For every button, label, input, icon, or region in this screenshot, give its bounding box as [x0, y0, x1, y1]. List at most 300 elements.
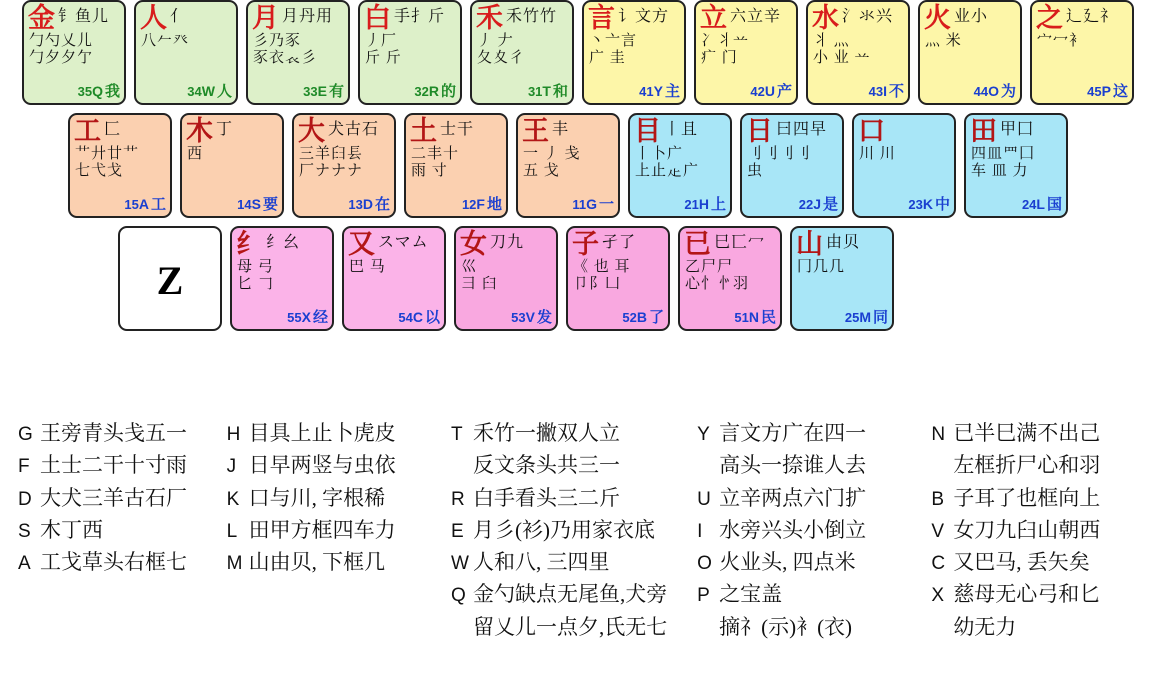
mnemonic-key-letter: K	[226, 488, 240, 510]
mnemonic-key-letter: P	[697, 585, 710, 607]
mnemonic-line	[18, 452, 227, 478]
key-footer	[750, 80, 792, 101]
key-primary-radical: 山	[796, 229, 823, 259]
key-top-row	[140, 5, 232, 32]
key-top-row	[460, 231, 552, 258]
key-primary-radical: 木	[186, 116, 213, 146]
mnemonic-text: 摘礻(示)衤(衣)	[719, 614, 853, 639]
key-row-2	[0, 113, 1156, 218]
mnemonic-text: 立辛两点六门扩	[719, 485, 867, 510]
key-l[interactable]	[964, 113, 1068, 218]
mnemonic-key-letter: T	[451, 424, 463, 445]
key-letter: L	[1036, 196, 1045, 212]
key-zone-number: 23	[908, 197, 923, 212]
key-footer	[1087, 80, 1128, 101]
key-top-radicals: 甲囗	[1000, 121, 1035, 138]
key-zone-number: 25	[844, 310, 860, 325]
key-zone-number: 43	[868, 84, 884, 99]
key-footer	[734, 306, 776, 327]
key-top-radicals: 刀九	[490, 234, 525, 251]
mnemonic-line	[227, 517, 451, 543]
mnemonic-text: 禾竹一撇双人立	[473, 421, 621, 445]
mnemonic-text: 子耳了也框向上	[953, 485, 1101, 510]
key-primary-radical: 火	[924, 3, 951, 33]
mnemonic-text: 之宝盖	[719, 582, 783, 607]
key-radical-line: 小 业 䒑	[813, 49, 871, 66]
key-sample-character: 不	[888, 84, 904, 100]
key-top-radicals: 六立辛	[730, 8, 782, 25]
mnemonic-key-letter: V	[931, 520, 944, 542]
mnemonic-text: 山由贝, 下框几	[248, 550, 386, 574]
key-top-row	[572, 231, 664, 258]
key-d[interactable]	[292, 113, 396, 218]
mnemonic-text: 言文方广在四一	[719, 421, 867, 445]
key-footer	[528, 80, 568, 101]
mnemonic-text: 女刀九臼山朝西	[953, 517, 1101, 542]
key-zone-number: 35	[77, 84, 93, 99]
key-primary-radical: 之	[1036, 3, 1063, 33]
mnemonic-text: 幼无力	[953, 614, 1017, 639]
key-footer	[572, 193, 614, 214]
key-top-radicals: 丰	[552, 121, 570, 138]
mnemonic-line	[931, 517, 1138, 543]
key-sample-character: 同	[872, 310, 888, 326]
key-q[interactable]	[22, 0, 126, 105]
mnemonic-text: 大犬三羊古石厂	[40, 485, 187, 510]
mnemonic-line	[697, 517, 931, 543]
mnemonic-key-letter: G	[18, 424, 33, 445]
key-top-row	[796, 231, 888, 258]
mnemonic-text: 又巴马, 丢矢矣	[953, 550, 1090, 574]
key-b[interactable]	[566, 226, 670, 331]
key-primary-radical: 纟	[236, 229, 263, 259]
mnemonic-text: 口与川, 字根稀	[248, 485, 386, 510]
mnemonic-text: 左框折尸心和羽	[953, 453, 1101, 478]
key-top-row	[186, 118, 278, 145]
mnemonic-line	[697, 485, 931, 511]
key-primary-radical: 立	[700, 3, 727, 33]
mnemonic-key-letter: U	[697, 488, 711, 510]
key-radical-line: 刂刂刂刂	[747, 146, 812, 162]
key-radical-line: 丶亠言	[589, 33, 638, 49]
key-z-label: Z	[156, 257, 184, 303]
key-top-radicals: 月丹用	[282, 8, 334, 25]
mnemonic-text: 土士二干十寸雨	[40, 453, 187, 478]
mnemonic-text: 白手看头三二斤	[473, 485, 621, 510]
key-sample-character: 上	[710, 197, 726, 213]
key-footer	[511, 306, 552, 327]
key-top-radicals: 曰四早	[776, 121, 828, 138]
key-primary-radical: 禾	[476, 3, 503, 33]
key-letter: O	[988, 83, 999, 99]
mnemonic-line	[931, 581, 1138, 607]
key-x[interactable]	[230, 226, 334, 331]
key-w[interactable]	[134, 0, 238, 105]
mnemonic-key-letter: H	[226, 424, 241, 445]
mnemonic-line	[931, 420, 1138, 446]
mnemonic-line	[18, 517, 227, 543]
mnemonic-column-2	[227, 420, 451, 646]
mnemonic-key-letter: Y	[697, 424, 710, 445]
key-primary-radical: 土	[410, 116, 437, 146]
key-h[interactable]	[628, 113, 732, 218]
key-t[interactable]	[470, 0, 574, 105]
mnemonic-line	[227, 420, 451, 446]
key-primary-radical: 日	[746, 116, 773, 146]
key-letter: D	[362, 196, 373, 212]
key-sample-character: 的	[440, 84, 456, 100]
key-row-1	[0, 0, 1156, 105]
key-s[interactable]	[180, 113, 284, 218]
mnemonic-key-letter: I	[697, 520, 703, 542]
key-radical-line: 彡乃豕	[253, 33, 302, 49]
key-primary-radical: 大	[298, 116, 325, 146]
key-letter: J	[813, 196, 821, 212]
key-letter: V	[525, 309, 535, 325]
mnemonic-key-letter: D	[18, 488, 32, 510]
key-f[interactable]	[404, 113, 508, 218]
key-sample-character: 这	[1112, 84, 1128, 100]
key-sample-character: 一	[598, 197, 614, 213]
mnemonic-line	[18, 420, 227, 446]
key-letter: G	[586, 196, 597, 212]
key-footer	[287, 306, 328, 327]
key-radical-line: 广 圭	[589, 49, 626, 66]
key-letter: S	[251, 196, 261, 212]
key-zone-number: 12	[461, 197, 477, 212]
key-j[interactable]	[740, 113, 844, 218]
key-y[interactable]	[582, 0, 686, 105]
key-zone-number: 11	[572, 197, 587, 212]
key-sample-character: 和	[552, 84, 568, 100]
key-zone-number: 32	[414, 84, 429, 99]
mnemonic-line	[451, 549, 697, 575]
key-footer	[398, 306, 440, 327]
key-letter: H	[698, 196, 709, 212]
mnemonic-text: 田甲方框四车力	[248, 517, 396, 542]
key-footer	[799, 193, 838, 214]
key-top-radicals: 丨且	[664, 121, 699, 138]
key-sample-character: 发	[536, 310, 552, 326]
key-radical-line: 二丰十	[411, 146, 460, 162]
key-k[interactable]	[852, 113, 956, 218]
key-zone-number: 54	[398, 310, 413, 325]
mnemonic-text: 日早两竖与虫依	[248, 453, 396, 478]
key-zone-number: 24	[1021, 197, 1037, 212]
mnemonic-line	[227, 549, 451, 575]
key-radical-line: 卩阝凵	[573, 275, 622, 292]
key-footer	[845, 306, 888, 327]
key-footer	[974, 80, 1016, 101]
key-radical-line: 疒 门	[701, 49, 738, 66]
mnemonic-line	[697, 420, 931, 446]
key-primary-radical: 白	[364, 3, 391, 33]
key-top-row	[364, 5, 456, 32]
mnemonic-text: 木丁西	[40, 517, 103, 542]
key-primary-radical: 田	[970, 116, 997, 146]
key-sample-character: 中	[934, 197, 950, 213]
key-radical-line: 心忄㣺羽	[685, 275, 750, 292]
mnemonic-line	[931, 549, 1138, 575]
key-letter: K	[922, 196, 933, 212]
key-letter: X	[301, 309, 311, 325]
key-e[interactable]	[246, 0, 350, 105]
key-top-radicals: 禾竹竹	[506, 8, 558, 25]
mnemonic-line	[451, 581, 697, 607]
key-zone-number: 42	[750, 84, 765, 99]
key-g[interactable]	[516, 113, 620, 218]
key-u[interactable]	[694, 0, 798, 105]
key-zone-number: 31	[527, 84, 543, 99]
mnemonic-key-letter: S	[18, 520, 31, 542]
key-radical-line: 灬 米	[925, 33, 962, 49]
mnemonic-line	[18, 549, 227, 575]
key-m[interactable]	[790, 226, 894, 331]
key-radical-line: 巴 马	[349, 259, 386, 275]
mnemonic-key-letter: E	[451, 520, 464, 542]
mnemonic-key-letter: J	[226, 456, 237, 478]
key-footer	[1022, 193, 1062, 214]
key-footer	[78, 80, 120, 101]
key-top-row	[924, 5, 1016, 32]
key-z[interactable]	[118, 226, 222, 331]
key-radical-line: 丨卜广	[635, 146, 684, 162]
mnemonic-column-1	[18, 420, 227, 646]
key-zone-number: 55	[287, 310, 302, 325]
key-top-row	[252, 5, 344, 32]
key-footer	[869, 80, 904, 101]
key-radical-line: 厂ナナナ	[299, 162, 364, 179]
key-letter: A	[138, 196, 149, 212]
key-letter: R	[428, 83, 439, 99]
key-sample-character: 我	[104, 84, 120, 100]
key-top-row	[74, 118, 166, 145]
key-letter: C	[412, 309, 423, 325]
key-letter: B	[636, 309, 647, 325]
mnemonic-key-letter: L	[226, 520, 238, 542]
key-primary-radical: 王	[522, 116, 549, 146]
key-sample-character: 是	[822, 197, 838, 213]
key-radical-line: 冫丬䒑	[701, 33, 750, 49]
key-letter: I	[883, 83, 887, 99]
mnemonic-key-letter: F	[18, 456, 30, 478]
mnemonic-key-letter: O	[697, 553, 712, 574]
key-top-row	[746, 118, 838, 145]
key-i[interactable]	[806, 0, 910, 105]
key-radical-line: 川 川	[859, 146, 896, 162]
key-footer	[684, 193, 726, 214]
mnemonic-key-letter: A	[18, 553, 31, 574]
key-row-3	[0, 226, 1156, 331]
key-radical-line: 丿厂	[365, 33, 398, 49]
mnemonic-key-letter: N	[931, 424, 946, 445]
key-primary-radical: 目	[634, 116, 661, 146]
mnemonic-line	[227, 452, 451, 478]
key-footer	[348, 193, 390, 214]
mnemonic-line	[451, 517, 697, 543]
mnemonic-line	[697, 581, 931, 607]
key-sample-character: 民	[760, 310, 776, 326]
key-top-radicals: 手扌斤	[394, 8, 446, 25]
key-top-radicals: 士干	[440, 121, 475, 138]
key-letter: Y	[653, 83, 663, 99]
mnemonic-line	[697, 452, 931, 478]
key-primary-radical: 已	[684, 229, 711, 259]
key-radical-line: 冂几几	[797, 259, 846, 275]
key-top-radicals: 纟幺	[266, 234, 301, 251]
key-top-radicals: スマム	[378, 234, 429, 251]
key-primary-radical: 工	[74, 116, 101, 146]
key-sample-character: 为	[1000, 84, 1016, 100]
mnemonic-key-letter: Q	[451, 585, 466, 607]
key-top-row	[236, 231, 328, 258]
key-primary-radical: 又	[348, 229, 375, 259]
key-primary-radical: 人	[140, 3, 167, 33]
key-r[interactable]	[358, 0, 462, 105]
key-top-radicals: 钅鱼儿	[58, 8, 110, 25]
key-radical-line: 勹勺乂儿	[29, 33, 94, 49]
key-zone-number: 53	[511, 310, 526, 325]
mnemonic-key-letter: R	[451, 488, 465, 510]
key-p[interactable]	[1030, 0, 1134, 105]
wubi-mnemonic-table	[0, 420, 1156, 646]
key-top-radicals: 业小	[954, 8, 989, 25]
key-radical-line: 五 戈	[523, 162, 560, 179]
key-top-row	[28, 5, 120, 32]
key-zone-number: 52	[622, 310, 637, 325]
key-radical-line: 匕 𠃌	[237, 275, 274, 292]
key-radical-line: 车 皿 力	[971, 162, 1029, 179]
key-primary-radical: 子	[572, 229, 599, 259]
key-letter: P	[1101, 83, 1111, 99]
key-radical-line: 母 弓	[237, 259, 274, 275]
key-top-row	[684, 231, 776, 258]
mnemonic-text: 留乂儿一点夕,氏无七	[473, 614, 668, 639]
key-top-row	[858, 118, 950, 145]
key-footer	[908, 193, 950, 214]
mnemonic-text: 金勺缺点无尾鱼,犬旁	[473, 582, 668, 607]
key-sample-character: 要	[262, 197, 278, 213]
mnemonic-line	[18, 485, 227, 511]
key-zone-number: 14	[237, 197, 252, 212]
key-top-row	[1036, 5, 1128, 32]
mnemonic-line	[931, 452, 1138, 478]
key-top-row	[970, 118, 1062, 145]
mnemonic-text: 高头一捺谁人去	[719, 453, 867, 478]
key-top-row	[348, 231, 440, 258]
mnemonic-text: 人和八, 三四里	[473, 550, 610, 574]
key-radical-line: 上止龰广	[635, 162, 700, 179]
key-letter: N	[748, 309, 759, 325]
key-zone-number: 15	[124, 197, 139, 212]
mnemonic-line	[931, 614, 1138, 640]
key-top-radicals: 氵氺兴	[842, 8, 894, 25]
key-letter: T	[542, 83, 551, 99]
key-primary-radical: 口	[858, 116, 885, 146]
key-sample-character: 经	[312, 310, 328, 326]
key-top-radicals: 由贝	[826, 234, 861, 251]
key-v[interactable]	[454, 226, 558, 331]
key-top-row	[476, 5, 568, 32]
key-c[interactable]	[342, 226, 446, 331]
key-primary-radical: 金	[28, 3, 55, 33]
key-radical-line: 宀冖衤	[1037, 33, 1086, 49]
key-footer	[237, 193, 278, 214]
key-radical-line: 虫	[747, 162, 764, 179]
key-sample-character: 了	[648, 310, 664, 326]
mnemonic-line	[451, 614, 697, 640]
key-sample-character: 有	[328, 84, 344, 100]
key-sample-character: 国	[1046, 197, 1062, 213]
key-letter: M	[859, 309, 871, 325]
key-footer	[462, 193, 502, 214]
mnemonic-text: 工戈草头右框七	[40, 550, 187, 574]
mnemonic-line	[697, 614, 931, 640]
mnemonic-key-letter: X	[931, 585, 944, 607]
mnemonic-key-letter: M	[226, 553, 243, 574]
key-top-row	[812, 5, 904, 32]
mnemonic-text: 已半巳满不出己	[953, 421, 1101, 445]
key-footer	[124, 193, 166, 214]
mnemonic-text: 王旁青头戋五一	[40, 421, 187, 445]
mnemonic-column-3	[451, 420, 697, 646]
key-radical-line: 丿 𠂇	[477, 33, 514, 49]
key-letter: U	[764, 83, 775, 99]
key-n[interactable]	[678, 226, 782, 331]
key-top-radicals: 巳匸冖	[714, 234, 766, 251]
key-zone-number: 21	[684, 197, 699, 212]
key-radical-line: 雨 寸	[411, 162, 448, 179]
mnemonic-text: 水旁兴头小倒立	[719, 517, 867, 542]
key-top-radicals: 亻	[170, 8, 188, 25]
key-radical-line: 三羊𦥑镸	[299, 146, 364, 162]
key-footer	[303, 80, 344, 101]
key-radical-line: 七弋戈	[75, 162, 124, 179]
key-radical-line: 艹廾廿艹	[75, 146, 140, 162]
key-top-row	[700, 5, 792, 32]
key-letter: W	[201, 83, 215, 99]
mnemonic-text: 月彡(衫)乃用家衣底	[473, 517, 656, 542]
key-radical-line: 斤 斤	[365, 49, 402, 66]
key-top-row	[588, 5, 680, 32]
key-a[interactable]	[68, 113, 172, 218]
key-footer	[187, 80, 232, 101]
key-zone-number: 41	[639, 84, 654, 99]
mnemonic-key-letter: W	[451, 553, 469, 574]
key-top-radicals: 辶廴礻	[1066, 8, 1118, 25]
mnemonic-text: 慈母无心弓和匕	[953, 582, 1101, 607]
key-sample-character: 在	[374, 197, 390, 213]
key-footer	[622, 306, 664, 327]
key-letter: E	[317, 83, 327, 99]
key-top-radicals: 丁	[216, 121, 234, 138]
key-radical-line: 四皿罒囗	[971, 146, 1036, 162]
key-primary-radical: 女	[460, 229, 487, 259]
key-radical-line: 乙尸尸	[685, 259, 734, 275]
mnemonic-line	[227, 485, 451, 511]
key-zone-number: 22	[798, 197, 814, 212]
key-top-row	[634, 118, 726, 145]
mnemonic-column-4	[697, 420, 931, 646]
key-radical-line: 丬 灬	[813, 33, 850, 49]
key-primary-radical: 月	[252, 3, 279, 33]
mnemonic-line	[451, 452, 697, 478]
mnemonic-line	[931, 485, 1138, 511]
key-sample-character: 工	[150, 197, 166, 213]
key-o[interactable]	[918, 0, 1022, 105]
key-top-radicals: 讠文方	[618, 8, 670, 25]
key-top-row	[522, 118, 614, 145]
